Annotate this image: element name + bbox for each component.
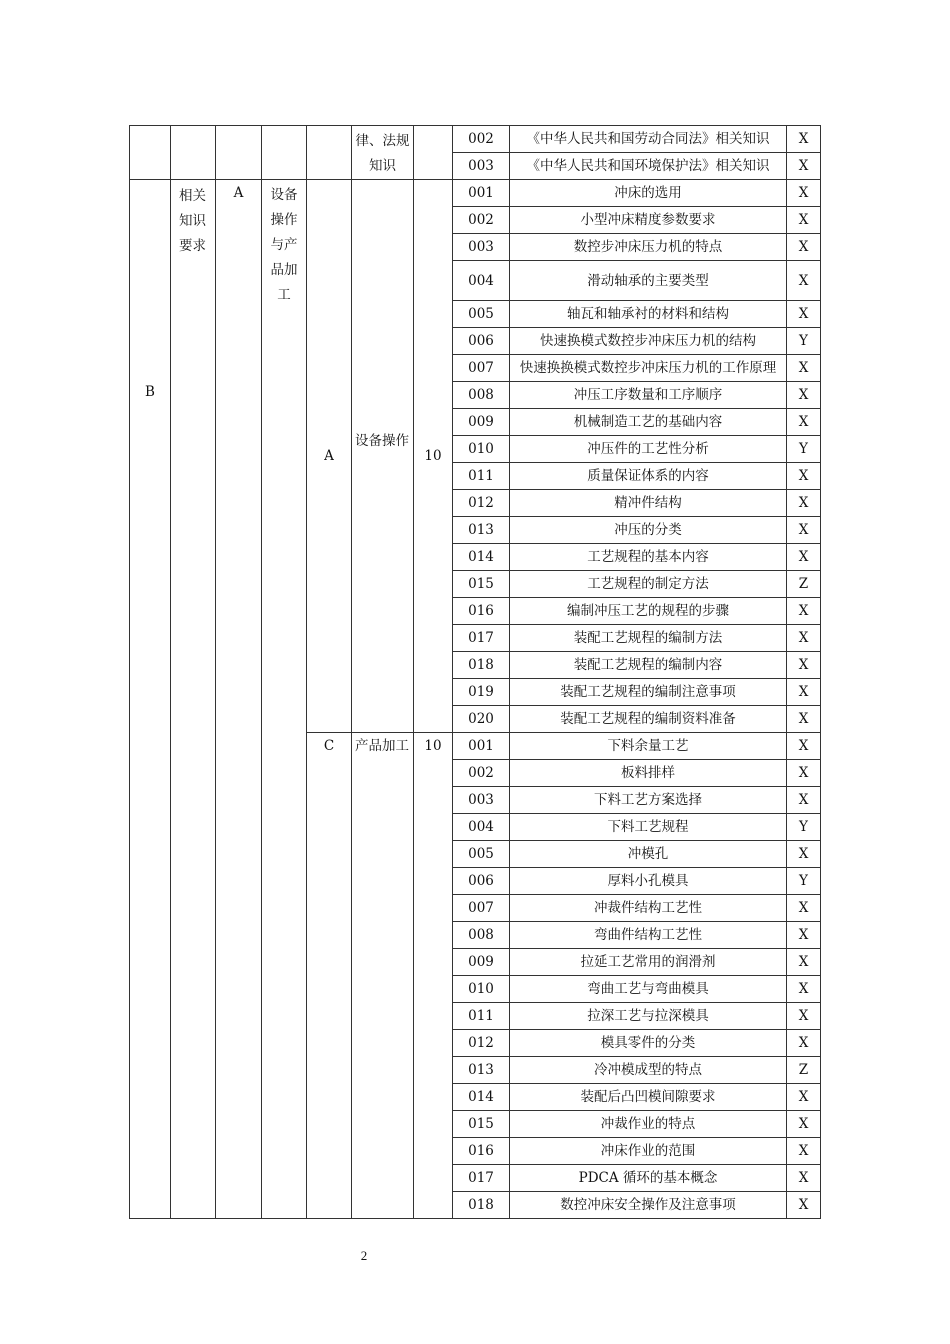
item-content: 装配工艺规程的编制注意事项 <box>510 679 787 706</box>
page-number: 2 <box>360 1248 368 1263</box>
empty-cell <box>307 126 352 180</box>
item-content: 冲床的选用 <box>510 180 787 207</box>
item-level: X <box>787 1111 821 1138</box>
category-code-cell: A <box>216 180 262 1219</box>
item-level: X <box>787 234 821 261</box>
item-content: 冲压工序数量和工序顺序 <box>510 382 787 409</box>
item-code: 006 <box>453 868 510 895</box>
item-level: Y <box>787 814 821 841</box>
item-level: X <box>787 598 821 625</box>
item-content: 拉深工艺与拉深模具 <box>510 1003 787 1030</box>
item-level: X <box>787 1165 821 1192</box>
category-name-cell: 设备操作与产品加工 <box>262 180 307 1219</box>
item-content: 精冲件结构 <box>510 490 787 517</box>
empty-cell <box>130 126 171 180</box>
table-row <box>130 126 821 153</box>
item-content: 冲床作业的范围 <box>510 1138 787 1165</box>
empty-cell <box>414 126 453 180</box>
item-code: 002 <box>453 126 510 153</box>
group-name-cell: 产品加工 <box>352 733 414 1219</box>
item-level: X <box>787 652 821 679</box>
item-level: Y <box>787 436 821 463</box>
item-code: 005 <box>453 301 510 328</box>
item-content: 厚料小孔模具 <box>510 868 787 895</box>
item-level: X <box>787 841 821 868</box>
item-level: X <box>787 490 821 517</box>
item-code: 016 <box>453 1138 510 1165</box>
item-level: X <box>787 760 821 787</box>
law-label-cell: 律、法规知识 <box>352 126 414 180</box>
item-content: 模具零件的分类 <box>510 1030 787 1057</box>
item-code: 017 <box>453 1165 510 1192</box>
item-content: 下料工艺规程 <box>510 814 787 841</box>
item-level: X <box>787 301 821 328</box>
item-code: 020 <box>453 706 510 733</box>
item-level: X <box>787 153 821 180</box>
item-code: 012 <box>453 490 510 517</box>
item-content: 工艺规程的基本内容 <box>510 544 787 571</box>
item-code: 009 <box>453 949 510 976</box>
item-content: 冲压的分类 <box>510 517 787 544</box>
item-code: 014 <box>453 544 510 571</box>
item-content: 小型冲床精度参数要求 <box>510 207 787 234</box>
item-content: 冲裁件结构工艺性 <box>510 895 787 922</box>
item-level: X <box>787 679 821 706</box>
item-level: X <box>787 126 821 153</box>
empty-cell <box>216 126 262 180</box>
item-content: 轴瓦和轴承衬的材料和结构 <box>510 301 787 328</box>
item-code: 007 <box>453 355 510 382</box>
group-name-cell: 设备操作 <box>352 180 414 733</box>
item-code: 015 <box>453 1111 510 1138</box>
item-code: 015 <box>453 571 510 598</box>
item-content: 工艺规程的制定方法 <box>510 571 787 598</box>
knowledge-requirements-table <box>129 125 821 1219</box>
item-code: 012 <box>453 1030 510 1057</box>
group-weight-cell: 10 <box>414 180 453 733</box>
item-code: 002 <box>453 760 510 787</box>
item-level: X <box>787 409 821 436</box>
item-level: X <box>787 1003 821 1030</box>
item-content: 装配工艺规程的编制方法 <box>510 625 787 652</box>
item-code: 008 <box>453 382 510 409</box>
item-content: 冲模孔 <box>510 841 787 868</box>
item-level: X <box>787 733 821 760</box>
item-level: Z <box>787 571 821 598</box>
item-code: 009 <box>453 409 510 436</box>
item-code: 017 <box>453 625 510 652</box>
item-content: 下料工艺方案选择 <box>510 787 787 814</box>
item-code: 004 <box>453 814 510 841</box>
item-content: 弯曲件结构工艺性 <box>510 922 787 949</box>
group-code-cell: C <box>307 733 352 1219</box>
item-content: 数控冲床安全操作及注意事项 <box>510 1192 787 1219</box>
item-content: 快速换换模式数控步冲床压力机的工作原理 <box>510 355 787 382</box>
item-code: 010 <box>453 976 510 1003</box>
item-level: X <box>787 261 821 301</box>
item-content: 冲压件的工艺性分析 <box>510 436 787 463</box>
item-code: 013 <box>453 1057 510 1084</box>
item-level: X <box>787 180 821 207</box>
item-level: X <box>787 1084 821 1111</box>
item-code: 005 <box>453 841 510 868</box>
item-code: 013 <box>453 517 510 544</box>
item-level: X <box>787 463 821 490</box>
item-code: 001 <box>453 733 510 760</box>
grade-cell: B <box>130 180 171 1219</box>
item-content: 拉延工艺常用的润滑剂 <box>510 949 787 976</box>
item-code: 007 <box>453 895 510 922</box>
item-content: 弯曲工艺与弯曲模具 <box>510 976 787 1003</box>
item-content: 装配工艺规程的编制资料准备 <box>510 706 787 733</box>
empty-cell <box>171 126 216 180</box>
table-row <box>130 180 821 207</box>
item-code: 001 <box>453 180 510 207</box>
item-level: X <box>787 976 821 1003</box>
item-level: X <box>787 207 821 234</box>
item-code: 002 <box>453 207 510 234</box>
item-level: X <box>787 1138 821 1165</box>
item-code: 018 <box>453 1192 510 1219</box>
item-content: 《中华人民共和国劳动合同法》相关知识 <box>510 126 787 153</box>
item-code: 018 <box>453 652 510 679</box>
item-level: X <box>787 1192 821 1219</box>
item-code: 014 <box>453 1084 510 1111</box>
item-level: X <box>787 706 821 733</box>
item-level: X <box>787 895 821 922</box>
item-level: X <box>787 517 821 544</box>
item-content: 下料余量工艺 <box>510 733 787 760</box>
item-level: X <box>787 544 821 571</box>
item-code: 004 <box>453 261 510 301</box>
item-level: X <box>787 625 821 652</box>
item-level: X <box>787 922 821 949</box>
item-level: X <box>787 382 821 409</box>
item-level: Z <box>787 1057 821 1084</box>
item-level: Y <box>787 328 821 355</box>
item-code: 019 <box>453 679 510 706</box>
item-code: 003 <box>453 787 510 814</box>
item-content: 装配工艺规程的编制内容 <box>510 652 787 679</box>
item-content: 质量保证体系的内容 <box>510 463 787 490</box>
item-content: 装配后凸凹模间隙要求 <box>510 1084 787 1111</box>
group-code-cell: A <box>307 180 352 733</box>
item-code: 011 <box>453 463 510 490</box>
item-code: 016 <box>453 598 510 625</box>
item-content: 机械制造工艺的基础内容 <box>510 409 787 436</box>
item-code: 003 <box>453 234 510 261</box>
item-content: 数控步冲床压力机的特点 <box>510 234 787 261</box>
item-level: X <box>787 949 821 976</box>
item-code: 011 <box>453 1003 510 1030</box>
item-content: 编制冲压工艺的规程的步骤 <box>510 598 787 625</box>
empty-cell <box>262 126 307 180</box>
item-code: 006 <box>453 328 510 355</box>
group-weight-cell: 10 <box>414 733 453 1219</box>
item-content: PDCA 循环的基本概念 <box>510 1165 787 1192</box>
table-body <box>130 126 821 1219</box>
item-content: 冷冲模成型的特点 <box>510 1057 787 1084</box>
item-level: X <box>787 355 821 382</box>
item-content: 板料排样 <box>510 760 787 787</box>
item-level: X <box>787 1030 821 1057</box>
item-content: 冲裁作业的特点 <box>510 1111 787 1138</box>
item-content: 《中华人民共和国环境保护法》相关知识 <box>510 153 787 180</box>
item-code: 003 <box>453 153 510 180</box>
category-cell: 相关知识要求 <box>171 180 216 1219</box>
item-level: Y <box>787 868 821 895</box>
item-level: X <box>787 787 821 814</box>
item-content: 快速换模式数控步冲床压力机的结构 <box>510 328 787 355</box>
item-code: 010 <box>453 436 510 463</box>
item-code: 008 <box>453 922 510 949</box>
item-content: 滑动轴承的主要类型 <box>510 261 787 301</box>
